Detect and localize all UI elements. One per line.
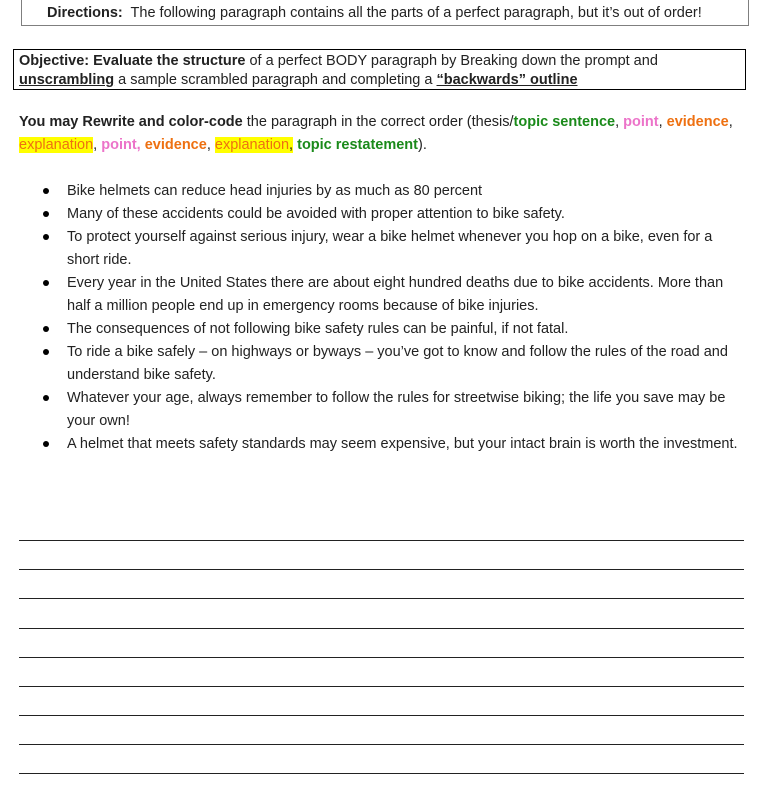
bullet-icon bbox=[43, 395, 49, 401]
directions-line bbox=[47, 5, 702, 21]
sentence-text: Whatever your age, always remember to follow the rules for streetwise biking; the life you save may be your own! bbox=[67, 390, 726, 429]
scrambled-sentence-list bbox=[0, 180, 773, 456]
separator: , bbox=[136, 137, 145, 153]
writing-line[interactable] bbox=[19, 657, 744, 658]
writing-line[interactable] bbox=[19, 686, 744, 687]
directions-text: The following paragraph contains all the parts of a perfect paragraph, but it’s out of order! bbox=[130, 5, 702, 21]
sentence-text: Many of these accidents could be avoided with proper attention to bike safety. bbox=[67, 206, 565, 222]
list-item bbox=[0, 203, 747, 226]
objective-text-2: a sample scrambled paragraph and completing a bbox=[118, 72, 433, 88]
sentence-text: Bike helmets can reduce head injuries by as much as 80 percent bbox=[67, 183, 483, 199]
sentence-text: To ride a bike safely – on highways or byways – you’ve got to know and follow the rules of the road and understand bike safety. bbox=[67, 344, 728, 383]
list-item bbox=[0, 226, 747, 272]
sentence-text: Every year in the United States there are about eight hundred deaths due to bike accidents. More than half a million people end up in emergency rooms because of bike injuries. bbox=[67, 275, 724, 314]
list-item bbox=[0, 180, 747, 203]
bullet-icon bbox=[43, 211, 49, 217]
separator: , bbox=[289, 137, 294, 153]
objective-bold-3: “backwards” outline bbox=[436, 72, 578, 88]
list-item bbox=[0, 433, 747, 456]
instructions-lead-bold: You may Rewrite and color-code bbox=[19, 114, 243, 130]
separator: , bbox=[728, 114, 733, 130]
list-item bbox=[0, 318, 747, 341]
bullet-icon bbox=[43, 280, 49, 286]
objective-line-2 bbox=[19, 72, 578, 88]
bullet-icon bbox=[43, 188, 49, 194]
sentence-text: To protect yourself against serious injury, wear a bike helmet whenever you hop on a bike, even for a short ride. bbox=[67, 229, 713, 268]
bullet-icon bbox=[43, 234, 49, 240]
list-item bbox=[0, 272, 747, 318]
writing-line[interactable] bbox=[19, 598, 744, 599]
objective-bold-1: Evaluate the structure bbox=[93, 53, 246, 69]
label-point-2: point bbox=[101, 137, 137, 153]
objective-text-1: of a perfect BODY paragraph by Breaking down the prompt and bbox=[249, 53, 658, 69]
objective-line-1 bbox=[19, 53, 658, 69]
list-item bbox=[0, 341, 747, 387]
bullet-icon bbox=[43, 441, 49, 447]
label-point: point bbox=[623, 114, 659, 130]
sentence-text: A helmet that meets safety standards may seem expensive, but your intact brain is worth the investment. bbox=[67, 436, 738, 452]
separator: , bbox=[658, 114, 667, 130]
separator: , bbox=[93, 137, 102, 153]
bullet-icon bbox=[43, 326, 49, 332]
objective-bold-2: unscrambling bbox=[19, 72, 115, 88]
writing-line[interactable] bbox=[19, 540, 744, 541]
writing-line[interactable] bbox=[19, 569, 744, 570]
label-topic-restatement: topic restatement bbox=[297, 137, 418, 153]
instructions-line-1 bbox=[19, 114, 733, 130]
label-evidence: evidence bbox=[666, 114, 729, 130]
writing-line[interactable] bbox=[19, 744, 744, 745]
objective-label: Objective: bbox=[19, 53, 90, 69]
separator: , bbox=[206, 137, 215, 153]
separator: , bbox=[615, 114, 624, 130]
writing-line[interactable] bbox=[19, 773, 744, 774]
directions-label: Directions: bbox=[47, 5, 123, 21]
instructions-lead-text: the paragraph in the correct order (thesis/ bbox=[246, 114, 514, 130]
writing-line[interactable] bbox=[19, 715, 744, 716]
label-explanation: explanation bbox=[19, 137, 94, 153]
label-evidence-2: evidence bbox=[144, 137, 207, 153]
list-item bbox=[0, 387, 747, 433]
writing-line[interactable] bbox=[19, 628, 744, 629]
label-explanation-2: explanation bbox=[214, 137, 290, 153]
instructions-line-2 bbox=[19, 137, 427, 153]
sentence-text: The consequences of not following bike safety rules can be painful, if not fatal. bbox=[67, 321, 569, 337]
label-topic-sentence: topic sentence bbox=[513, 114, 616, 130]
closing: ). bbox=[417, 137, 427, 153]
bullet-icon bbox=[43, 349, 49, 355]
